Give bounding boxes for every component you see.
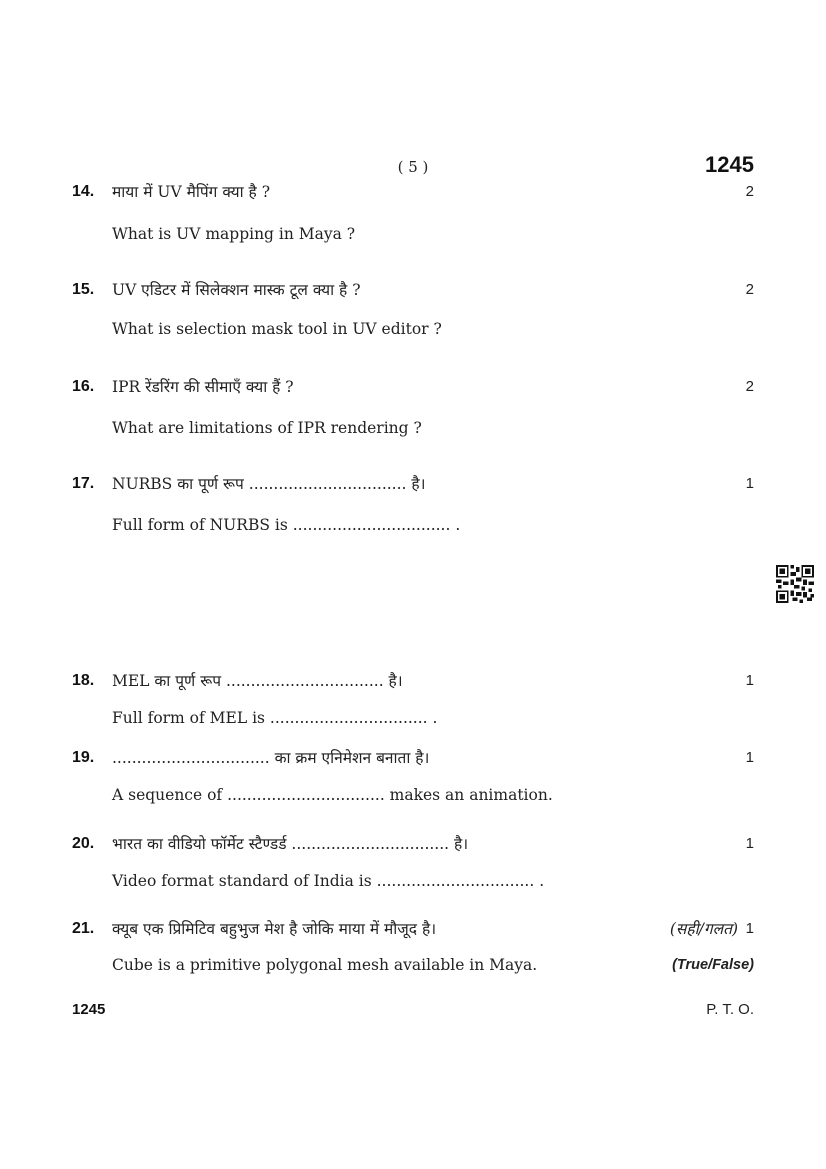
question-number: 18. <box>72 672 95 689</box>
question-17 <box>72 473 754 536</box>
question-16 <box>72 376 754 439</box>
true-false-english: (True/False) <box>672 957 754 973</box>
question-marks: 1 <box>745 920 754 937</box>
footer-paper-code: 1245 <box>72 1001 106 1018</box>
question-number: 17. <box>72 475 95 492</box>
question-marks: 1 <box>745 749 754 766</box>
question-number: 15. <box>72 281 95 298</box>
question-marks: 2 <box>745 183 754 200</box>
question-english: What is selection mask tool in UV editor ? <box>112 320 442 338</box>
question-marks: 1 <box>745 672 754 689</box>
question-english: What are limitations of IPR rendering ? <box>112 419 422 437</box>
question-hindi: क्यूब एक प्रिमिटिव बहुभुज मेश है जोकि माया में मौजूद है। <box>112 920 437 938</box>
question-14 <box>72 181 754 245</box>
footer-pto: P. T. O. <box>706 1001 754 1018</box>
question-number: 14. <box>72 183 95 200</box>
true-false-hindi: (सही/गलत) <box>669 920 738 938</box>
question-english: Full form of NURBS is ................................ . <box>112 516 461 534</box>
question-hindi: NURBS का पूर्ण रूप ................................ है। <box>112 475 426 493</box>
question-marks: 1 <box>745 835 754 852</box>
question-hindi: UV एडिटर में सिलेक्शन मास्क टूल क्या है ? <box>112 281 361 299</box>
question-hindi: माया में UV मैपिंग क्या है ? <box>112 183 271 201</box>
question-english: Full form of MEL is ................................ . <box>112 709 438 727</box>
page-number: ( 5 ) <box>397 158 429 176</box>
question-hindi: MEL का पूर्ण रूप ................................ है। <box>112 672 403 690</box>
question-15 <box>72 279 754 340</box>
question-number: 16. <box>72 378 95 395</box>
question-18 <box>72 670 754 729</box>
question-english: What is UV mapping in Maya ? <box>112 225 356 243</box>
question-english: A sequence of ................................ makes an animation. <box>112 786 553 804</box>
question-marks: 2 <box>745 378 754 395</box>
question-hindi: ................................ का क्रम एनिमेशन बनाता है। <box>112 749 430 767</box>
paper-code-top: 1245 <box>705 152 754 177</box>
question-19 <box>72 747 754 806</box>
question-number: 20. <box>72 835 95 852</box>
question-number: 21. <box>72 920 95 937</box>
question-hindi: IPR रेंडरिंग की सीमाएँ क्या हैं ? <box>112 378 294 396</box>
question-english: Cube is a primitive polygonal mesh available in Maya. <box>112 956 538 974</box>
question-marks: 2 <box>745 281 754 298</box>
question-number: 19. <box>72 749 95 766</box>
question-20 <box>72 833 754 892</box>
question-marks: 1 <box>745 475 754 492</box>
qr-code-icon <box>776 565 814 603</box>
question-21 <box>72 918 754 976</box>
question-hindi: भारत का वीडियो फॉर्मेट स्टैण्डर्ड ................................ है। <box>112 835 469 853</box>
question-english: Video format standard of India is ................................ . <box>112 872 545 890</box>
